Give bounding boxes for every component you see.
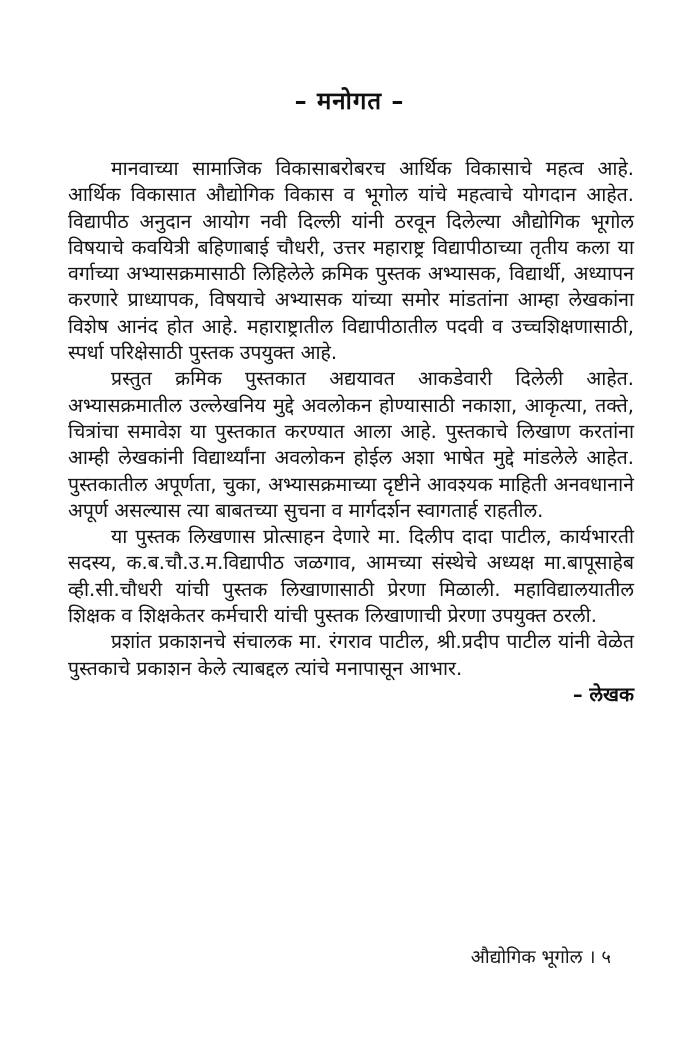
preface-body — [68, 156, 634, 708]
preface-paragraph: या पुस्तक लिखणास प्रोत्साहन देणारे मा. दिलीप दादा पाटील, कार्यभारती सदस्य, क.ब.चौ.उ.म.विद्यापीठ जळगाव, आमच्या संस्थेचे अध्यक्ष मा.बापूसाहेब व्ही.सी.चौधरी यांची पुस्तक लिखाणासाठी प्रेरणा मिळाली. महाविद्यालयातील शिक्षक व शिक्षकेतर कर्मचारी यांची पुस्तक लिखाणाची प्रेरणा उपयुक्त ठरली. — [68, 525, 634, 628]
page-title: – मनोगत – — [294, 87, 405, 115]
preface-paragraph: प्रशांत प्रकाशनचे संचालक मा. रंगराव पाटील, श्री.प्रदीप पाटील यांनी वेळेत पुस्तकाचे प्रकाशन केले त्याबद्दल त्यांचे मनापासून आभार. — [68, 630, 634, 680]
running-footer: औद्योगिक भूगोल । ५ — [470, 947, 611, 968]
preface-paragraph: प्रस्तुत क्रमिक पुस्तकात अद्ययावत आकडेवारी दिलेली आहेत. अभ्यासक्रमातील उल्लेखनिय मुद्दे अवलोकन होण्यासाठी नकाशा, आकृत्या, तक्ते, चित्रांचा समावेश या पुस्तकात करण्यात आला आहे. पुस्तकाचे लिखाण करतांना आम्ही लेखकांनी विद्यार्थ्यांना अवलोकन होईल अशा भाषेत मुद्दे मांडलेले आहेत. पुस्तकातील अपूर्णता, चुका, अभ्यासक्रमाच्या दृष्टीने आवश्यक माहिती अनवधानाने अपूर्ण असल्यास त्या बाबतच्या सुचना व मार्गदर्शन स्वागतार्ह राहतील. — [68, 367, 634, 522]
author-signature: – लेखक — [572, 682, 634, 706]
preface-paragraph: मानवाच्या सामाजिक विकासाबरोबरच आर्थिक विकासाचे महत्व आहे. आर्थिक विकासात औद्योगिक विकास व भूगोल यांचे महत्वाचे योगदान आहेत. विद्यापीठ अनुदान आयोग नवी दिल्ली यांनी ठरवून दिलेल्या औद्योगिक भूगोल विषयाचे कवयित्री बहिणाबाई चौधरी, उत्तर महाराष्ट्र विद्यापीठाच्या तृतीय कला या वर्गाच्या अभ्यासक्रमासाठी लिहिलेले क्रमिक पुस्तक अभ्यासक, विद्यार्थी, अध्यापन करणारे प्राध्यापक, विषयाचे अभ्यासक यांच्या समोर मांडतांना आम्हा लेखकांना विशेष आनंद होत आहे. महाराष्ट्रातील विद्यापीठातील पदवी व उच्चशिक्षणासाठी, स्पर्धा परिक्षेसाठी पुस्तक उपयुक्त आहे. — [68, 157, 634, 365]
